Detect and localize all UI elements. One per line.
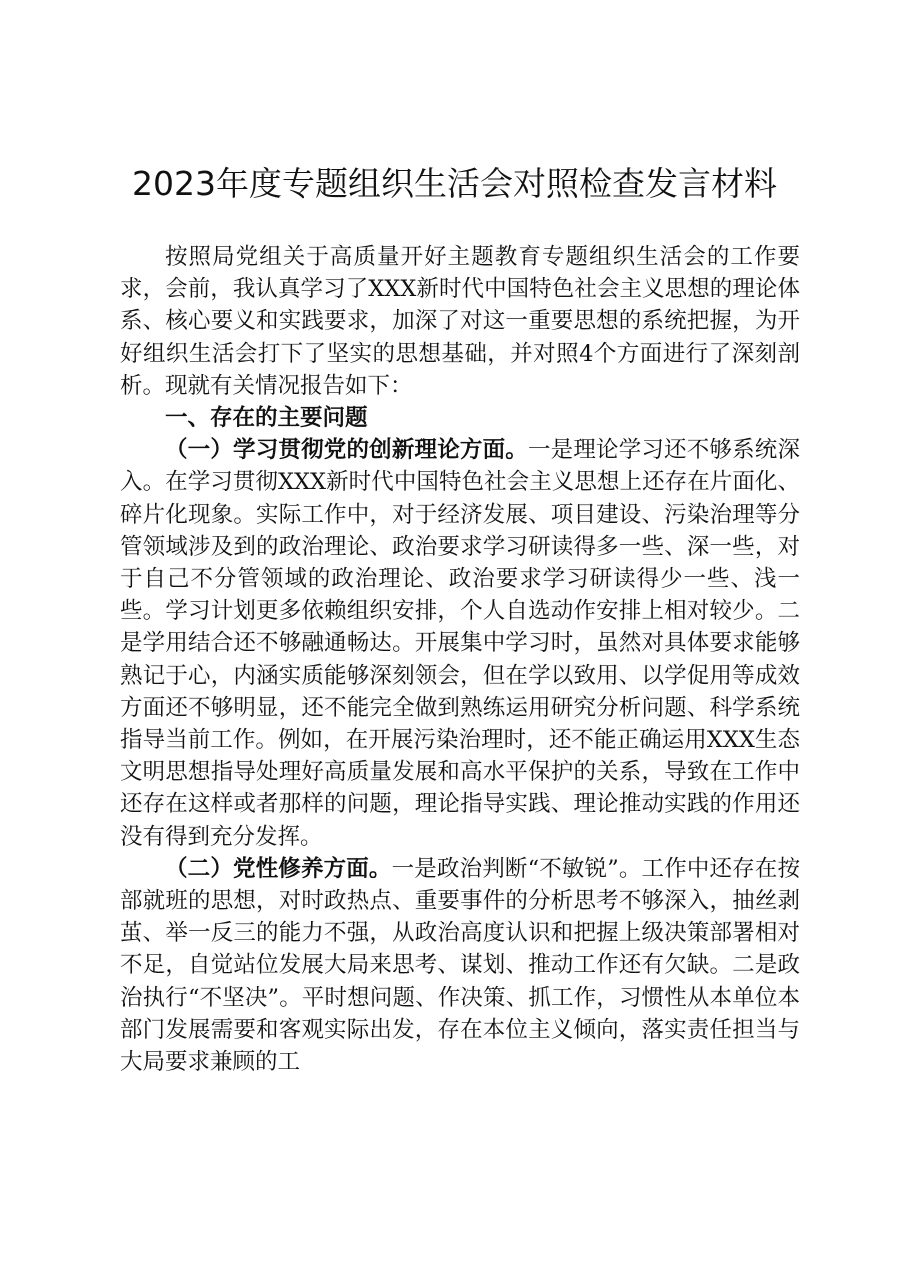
item-theory-study-lead: （一）学习贯彻党的创新理论方面。 <box>165 437 528 464</box>
intro-paragraph: 按照局党组关于高质量开好主题教育专题组织生活会的工作要求，会前，我认真学习了XXX新时代中国特色社会主义思想的理论体系、核心要义和实践要求，加深了对这一重要思想的系统把握，为开好组织生活会打下了坚实的思想基础，并对照4个方面进行了深刻剖析。现就有关情况报告如下： <box>120 244 800 399</box>
item-theory-study-paragraph <box>120 434 800 853</box>
item-theory-study-text: 一是理论学习还不够系统深入。在学习贯彻XXX新时代中国特色社会主义思想上还存在片面化、碎片化现象。实际工作中，对于经济发展、项目建设、污染治理等分管领域涉及到的政治理论、政治要求学习研读得多一些、深一些，对于自己不分管领域的政治理论、政治要求学习研读得少一些、浅一些。学习计划更多依赖组织安排，个人自选动作安排上相对较少。二是学用结合还不够融通畅达。开展集中学习时，虽然对具体要求能够熟记于心，内涵实质能够深刻领会，但在学以致用、以学促用等成效方面还不够明显，还不能完全做到熟练运用研究分析问题、科学系统指导当前工作。例如，在开展污染治理时，还不能正确运用XXX生态文明思想指导处理好高质量发展和高水平保护的关系，导致在工作中还存在这样或者那样的问题，理论指导实践、理论推动实践的作用还没有得到充分发挥。 <box>120 437 800 850</box>
item-party-spirit-text: 一是政治判断“不敏锐”。工作中还存在按部就班的思想，对时政热点、重要事件的分析思考不够深入，抽丝剥茧、举一反三的能力不强，从政治高度认识和把握上级决策部署相对不足，自觉站位发展大局来思考、谋划、推动工作还有欠缺。二是政治执行“不坚决”。平时想问题、作决策、抓工作，习惯性从本单位本部门发展需要和客观实际出发，存在本位主义倾向，落实责任担当与大局要求兼顾的工 <box>120 855 800 1076</box>
item-party-spirit-paragraph <box>120 853 800 1078</box>
document-title: 2023年度专题组织生活会对照检查发言材料 <box>132 164 777 203</box>
item-party-spirit-lead: （二）党性修养方面。 <box>165 855 392 882</box>
document-body <box>120 241 800 1078</box>
section-heading-main-problems: 一、存在的主要问题 <box>165 405 368 432</box>
